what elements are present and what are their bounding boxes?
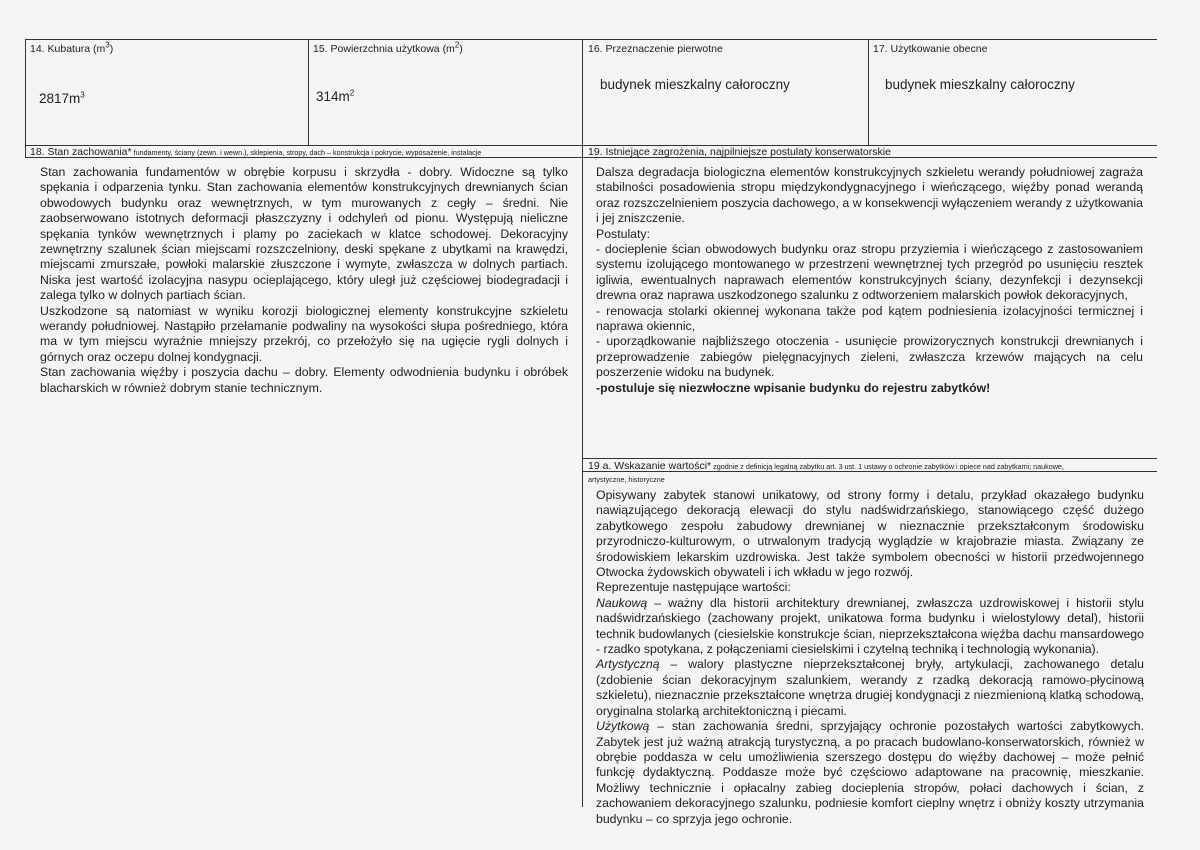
kubatura-label: 14. Kubatura $(m^3)$ xyxy=(30,40,114,55)
wartosci-intro: Opisywany zabytek stanowi unikatowy, od strony formy i detalu, przykład okazałego budynku nawiązującego dekoracją elewacji do stylu nadświdrzańskiego, stanowiącego część dużego zabytkowego zespołu zabudowy drewnianej w nieznacznie przekształconym środowisku przyrodniczo-kulturowym, o utrwalonym tradycją wyglądzie w krajobrazie miasta. Związany ze środowiskiem lekarskim uzdrowiska. Jest także symbolem obecności w historii przedwojennego Otwocka żydowskich obywateli i ich wkładu w jego rozwój. xyxy=(596,488,1144,580)
wartosc-artystyczna: Artystyczną – walory plastyczne nieprzekształconej bryły, artykulacji, zachowanego detalu (zdobienie ścian dekoracyjnym szalunkiem, werandy z rzadką dekoracją ramowo-płycinową szkieletu), nieznacznie przekształcone wnętrza drugiej kondygnacji z niezmienioną klatką schodową, oryginalna stolarką architektoniczną i piecami. xyxy=(596,657,1144,718)
stan-zachowania-paragraph: Stan zachowania fundamentów w obrębie korpusu i skrzydła - dobry. Widoczne są tylko spękania i odparzenia tynku. Stan zachowania elementów konstrukcyjnych drewnianych ścian obwodowych budynku oraz wewnętrznych, w tym murowanych z cegły – średni. Nie zaobserwowano istotnych deformacji płaszczyzny i odchyleń od pionu. Występują nieliczne spękania tynków wewnętrznych i plamy po zaciekach w klatce schodowej. Dekoracyjny zewnętrzny szalunek ścian miejscami rozszczelniony, deski spękane z ubytkami na krawędzi, miejscami zmurszałe, powłoki malarskie złuszczone i wymyte, zwłaszcza w dolnych partiach. Niska jest wartość izolacyjna nasypu ocieplającego, który uległ już częściowej biodegradacji i zalega tylko w dolnych partiach ścian. xyxy=(40,165,568,303)
stan-zachowania-paragraph: Uszkodzone są natomiast w wyniku korozji biologicznej elementy konstrukcyjne szkieletu werandy południowej. Nastąpiło przełamanie podwaliny na wysokości słupa pośredniego, która ma w tym miejscu wyraźnie mniejszy przekrój, co przełożyło się na ugięcie rygli dolnych i górnych oraz oczepu dolnej kondygnacji. xyxy=(40,303,568,364)
rule-left xyxy=(25,39,26,157)
zagrozenia-label: 19. Istniejące zagrożenia, najpilniejsze postulaty konserwatorskie xyxy=(588,146,891,158)
przeznaczenie-label: 16. Przeznaczenie pierwotne xyxy=(588,43,723,55)
wartosci-label: 19 a. Wskazanie wartości* zgodnie z definicją legalną zabytku art. 3 ust. 1 ustawy o ochronie zabytków i opiece nad zabytkami; naukowe, artystyczne, historyczne xyxy=(588,460,1064,484)
postulaty-label: Postulaty: xyxy=(596,226,650,241)
wartosci-text xyxy=(596,488,1144,827)
uzytkowanie-value: budynek mieszkalny całoroczny xyxy=(885,77,1075,92)
rule-top xyxy=(25,39,1157,40)
zagrozenia-intro: Dalsza degradacja biologiczna elementów konstrukcyjnych szkieletu werandy południowej zagraża stabilności posadowienia stropu międzykondygnacyjnego i wieńczącego, więźby ponad werandą oraz rozszczelnieniem poszycia dachowego, a w konsekwencji wyłączeniem werandy z użytkowania i jej zniszczenie. xyxy=(596,165,1143,226)
rule-col1 xyxy=(308,39,309,145)
rule-col2 xyxy=(582,39,583,807)
rule-row2 xyxy=(582,458,1157,459)
postulat-item: - renowacja stolarki okiennej wykonana także pod kątem podniesienia izolacyjności termicznej i naprawa okiennic, xyxy=(596,303,1143,334)
wartosc-uzytkowa: Użytkową – stan zachowania średni, sprzyjający ochronie pozostałych wartości zabytkowych. Zabytek jest już ważną atrakcją turystyczną, a po pracach budowlano-konserwatorskich, również w obrębie poddasza w celu umożliwienia szerszego dostępu do więźby dachowej – może pełnić funkcję dydaktyczną. Poddasze może być częściowo adaptowane na pracownię, mieszkanie. Możliwy technicznie i opłacalny zabieg docieplenia stropów, połaci dachowych i ścian, z zachowaniem dekoracyjnego szalunku, podniesie komfort cieplny wnętrz i obniży koszty utrzymania budynku – co sprzyja jego ochronie. xyxy=(596,719,1144,826)
stan-zachowania-text xyxy=(40,165,568,396)
powierzchnia-label: 15. Powierzchnia użytkowa $(m^2)$ xyxy=(313,40,463,55)
stan-zachowania-paragraph: Stan zachowania więźby i poszycia dachu – dobry. Elementy odwodnienia budynku i obróbek blacharskich w również dobrym stanie technicznym. xyxy=(40,365,568,395)
kubatura-value: $2817m^3$ xyxy=(39,90,85,106)
uzytkowanie-label: 17. Użytkowanie obecne xyxy=(873,43,988,55)
przeznaczenie-value: budynek mieszkalny całoroczny xyxy=(600,77,790,92)
postulat-final: -postuluje się niezwłoczne wpisanie budynku do rejestru zabytków! xyxy=(596,380,991,395)
zagrozenia-text xyxy=(596,165,1143,396)
postulat-item: - uporządkowanie najbliższego otoczenia - usunięcie prowizorycznych konstrukcji drewnianych i przeprowadzenie zabiegów pielęgnacyjnych zieleni, zwłaszcza krzewów mających na celu poszerzenie widoku na budynek. xyxy=(596,334,1143,380)
powierzchnia-value: $314m^2$ xyxy=(316,88,355,104)
rule-col3 xyxy=(868,39,869,145)
postulat-item: - docieplenie ścian obwodowych budynku oraz stropu przyziemia i wieńczącego z zastosowaniem systemu izolującego montowanego w przestrzeni wewnętrznej tych przegród po usunięciu resztek igliwia, ewentualnych naprawach elementów konstrukcyjnych ściany, dezynfekcji i dezynsekcji drewna oraz naprawa uszkodzonego szalunku z odtworzeniem malarskich powłok dekoracyjnych, xyxy=(596,242,1143,303)
reprezentuje-label: Reprezentuje następujące wartości: xyxy=(596,580,791,595)
wartosc-naukowa: Naukową – ważny dla historii architektury drewnianej, zwłaszcza uzdrowiskowej i historii stylu nadświdrzańskiego (zachowany projekt, unikatowa forma budynku i wielostylowy detal), historii technik budowlanych (ciesielskie konstrukcje ścian, nieprzekształcona więźba dachu mansardowego - rzadko spotykana, z połączeniami ciesielskimi i czytelną techniką i technologią wykonania). xyxy=(596,595,1144,657)
stan-zachowania-label: 18. Stan zachowania* fundamenty, ściany (zewn. i wewn.), sklepienia, stropy, dach – konstrukcja i pokrycie, wyposażenie, instalacje xyxy=(30,146,482,158)
